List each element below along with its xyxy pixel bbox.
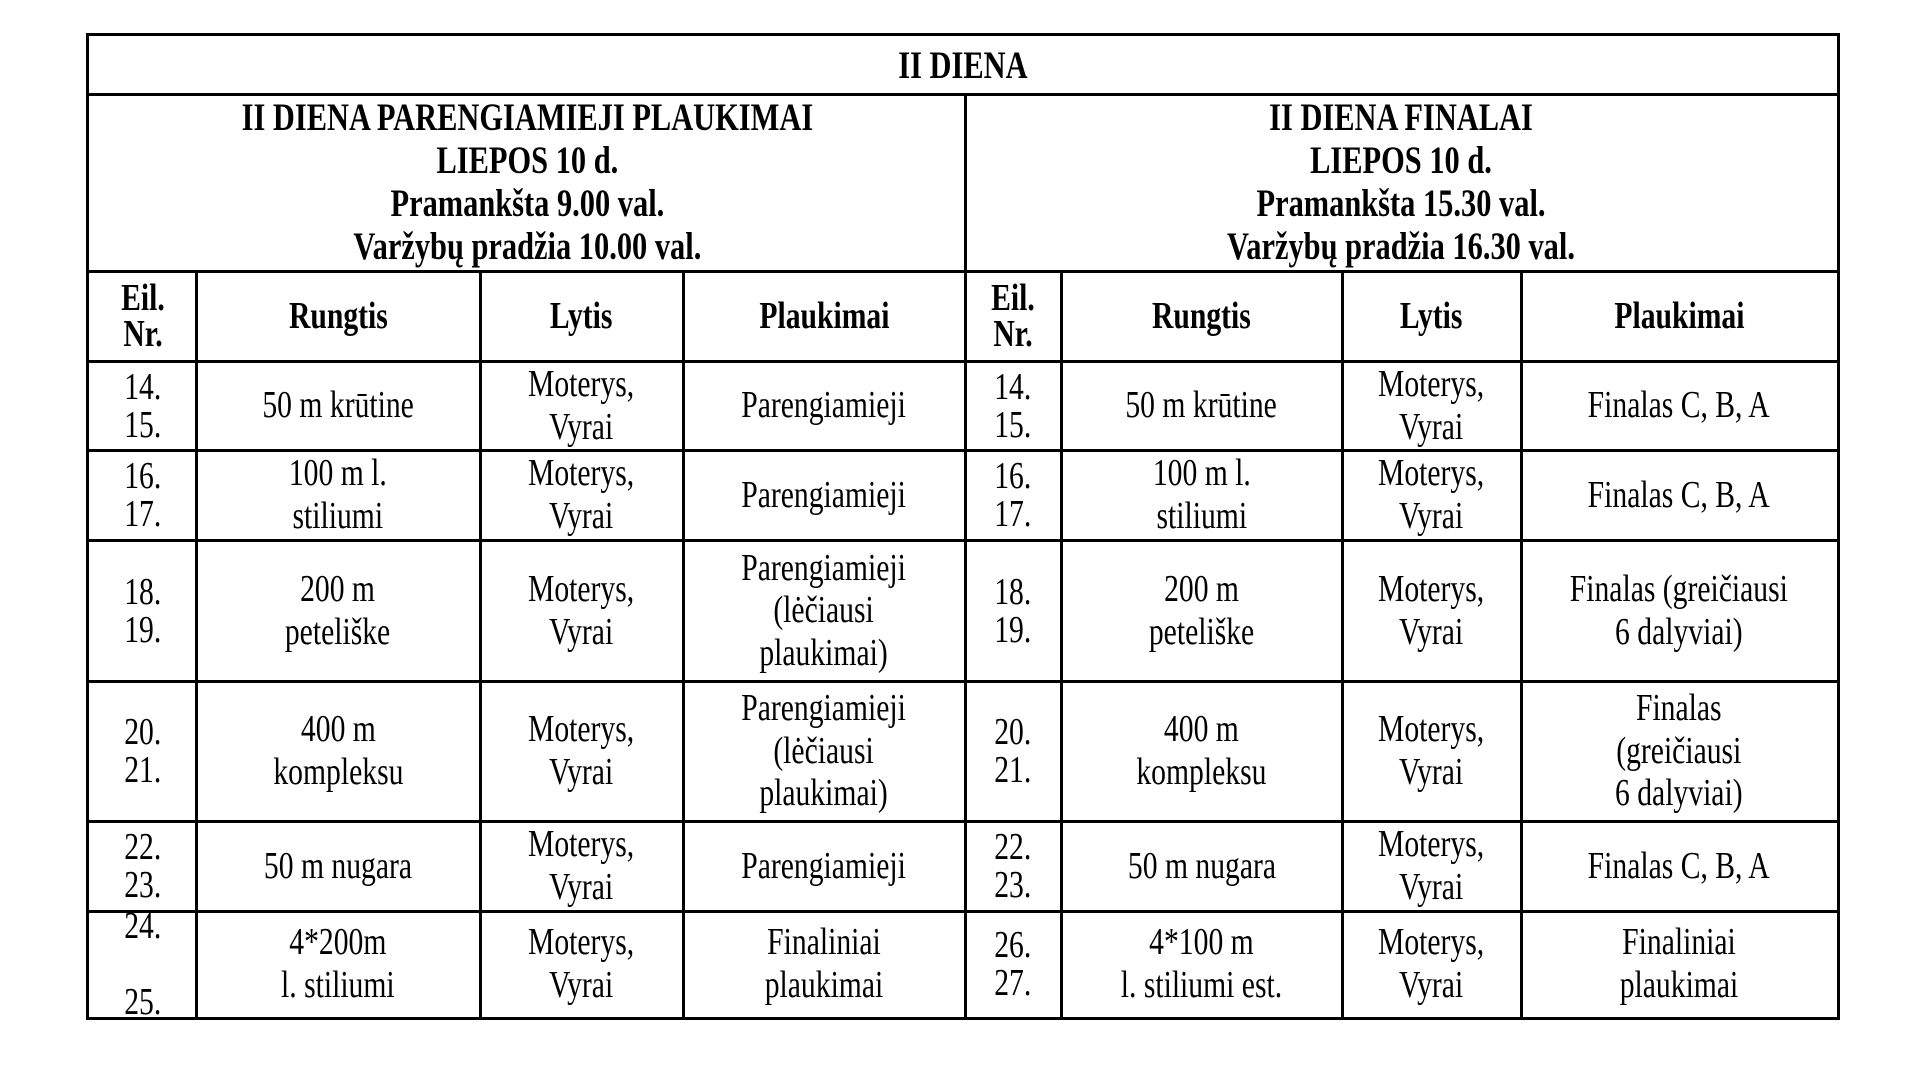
table-cell	[1061, 681, 1342, 821]
table-cell	[89, 450, 196, 540]
gender: Moterys, Vyrai	[1378, 921, 1485, 1006]
grid-line	[89, 93, 1837, 96]
table-cell	[683, 450, 965, 540]
table-cell	[1521, 361, 1837, 450]
left-column-header	[89, 271, 196, 361]
row-number: 24. 25.	[123, 905, 162, 1023]
heat-type: Finaliniai plaukimai	[1619, 921, 1739, 1006]
table-cell	[480, 911, 683, 1017]
row-number: 18. 19.	[123, 570, 162, 651]
event-name: 100 m l. stiliumi	[289, 452, 387, 537]
heat-type: Finaliniai plaukimai	[764, 921, 884, 1006]
table-cell	[683, 540, 965, 681]
table-cell	[683, 821, 965, 911]
table-cell	[965, 911, 1061, 1017]
table-cell	[480, 361, 683, 450]
event-name: 50 m krūtine	[1125, 384, 1278, 427]
table-cell	[89, 540, 196, 681]
right-column-header	[1061, 271, 1342, 361]
gender: Moterys, Vyrai	[528, 452, 635, 537]
table-cell	[1061, 821, 1342, 911]
event-name: 400 m kompleksu	[272, 708, 404, 793]
event-name: 200 m peteliške	[1148, 567, 1255, 653]
gender: Moterys, Vyrai	[1378, 823, 1485, 908]
table-cell	[196, 540, 480, 681]
gender: Moterys, Vyrai	[1378, 452, 1485, 537]
table-cell	[965, 450, 1061, 540]
row-number: 22. 23.	[994, 826, 1032, 906]
schedule-table	[86, 33, 1840, 1023]
table-cell	[89, 821, 196, 911]
row-number: 22. 23.	[123, 826, 162, 906]
right-column-header	[965, 271, 1061, 361]
event-name: 4*100 m l. stiliumi est.	[1120, 921, 1283, 1006]
row-number: 14. 15.	[123, 365, 162, 446]
table-cell	[1521, 450, 1837, 540]
column-header-label: Lytis	[550, 294, 613, 337]
table-cell	[965, 361, 1061, 450]
row-number: 16. 17.	[123, 455, 162, 535]
row-number: 14. 15.	[994, 365, 1032, 446]
table-cell	[480, 540, 683, 681]
table-cell	[1342, 450, 1521, 540]
heat-type: Parengiamieji	[741, 473, 907, 516]
table-cell	[196, 911, 480, 1017]
table-cell	[965, 681, 1061, 821]
column-header-label: Rungtis	[1152, 294, 1251, 337]
heat-type: Finalas (greičiausi 6 dalyviai)	[1615, 687, 1743, 815]
gender: Moterys, Vyrai	[528, 921, 635, 1006]
table-cell	[1521, 540, 1837, 681]
table-cell	[683, 911, 965, 1017]
table-cell	[196, 821, 480, 911]
table-cell	[683, 681, 965, 821]
row-number: 26. 27.	[994, 924, 1032, 1004]
left-column-header	[196, 271, 480, 361]
table-cell	[89, 361, 196, 450]
gender: Moterys, Vyrai	[1378, 567, 1485, 653]
table-cell	[89, 681, 196, 821]
column-header-label: Plaukimai	[758, 294, 890, 337]
table-cell	[965, 821, 1061, 911]
heat-type: Parengiamieji (lėčiausi plaukimai)	[741, 687, 907, 815]
table-cell	[1342, 911, 1521, 1017]
row-number: 16. 17.	[994, 455, 1032, 535]
left-section-heading-cell	[89, 95, 965, 271]
event-name: 200 m peteliške	[285, 567, 391, 653]
gender: Moterys, Vyrai	[1378, 362, 1485, 448]
event-name: 100 m l. stiliumi	[1152, 452, 1251, 537]
column-header-label: Rungtis	[288, 294, 388, 337]
table-cell	[1342, 821, 1521, 911]
row-number: 18. 19.	[994, 570, 1032, 651]
event-name: 50 m nugara	[1127, 844, 1276, 887]
table-cell	[1521, 681, 1837, 821]
column-header-label: Eil. Nr.	[120, 276, 165, 355]
table-cell	[683, 361, 965, 450]
gender: Moterys, Vyrai	[528, 567, 635, 653]
left-column-header	[683, 271, 965, 361]
table-cell	[89, 905, 196, 1023]
table-cell	[1061, 911, 1342, 1017]
heat-type: Finalas C, B, A	[1588, 473, 1770, 516]
table-cell	[1521, 821, 1837, 911]
event-name: 400 m kompleksu	[1136, 708, 1267, 793]
table-cell	[1061, 540, 1342, 681]
event-name: 50 m krūtine	[262, 384, 414, 427]
gender: Moterys, Vyrai	[528, 708, 635, 793]
column-header-label: Plaukimai	[1613, 294, 1745, 337]
table-title: II DIENA	[898, 43, 1028, 87]
column-header-label: Eil. Nr.	[991, 276, 1035, 355]
table-cell	[1342, 681, 1521, 821]
table-cell	[196, 361, 480, 450]
table-cell	[1521, 911, 1837, 1017]
right-column-header	[1342, 271, 1521, 361]
left-section-heading: II DIENA PARENGIAMIEJI PLAUKIMAI LIEPOS 10 d. Pramankšta 9.00 val. Varžybų pradžia 10.00 val.	[241, 96, 813, 268]
event-name: 4*200m l. stiliumi	[281, 921, 395, 1006]
gender: Moterys, Vyrai	[528, 823, 635, 908]
table-cell	[965, 540, 1061, 681]
table-cell	[196, 450, 480, 540]
right-section-heading: II DIENA FINALAI LIEPOS 10 d. Pramankšta 15.30 val. Varžybų pradžia 16.30 val.	[1227, 96, 1575, 268]
table-title-cell	[89, 36, 1837, 95]
table-cell	[480, 681, 683, 821]
gender: Moterys, Vyrai	[1378, 708, 1485, 793]
heat-type: Parengiamieji (lėčiausi plaukimai)	[741, 546, 907, 674]
table-cell	[1061, 450, 1342, 540]
heat-type: Parengiamieji	[741, 844, 907, 887]
row-number: 20. 21.	[994, 711, 1032, 791]
right-section-heading-cell	[965, 95, 1837, 271]
table-cell	[1061, 361, 1342, 450]
event-name: 50 m nugara	[263, 844, 413, 887]
row-number: 20. 21.	[123, 711, 162, 791]
left-column-header	[480, 271, 683, 361]
gender: Moterys, Vyrai	[528, 362, 635, 448]
heat-type: Finalas C, B, A	[1588, 844, 1770, 887]
table-cell	[1342, 540, 1521, 681]
heat-type: Finalas (greičiausi 6 dalyviai)	[1569, 567, 1789, 653]
table-cell	[480, 821, 683, 911]
table-cell	[480, 450, 683, 540]
column-header-label: Lytis	[1400, 294, 1463, 337]
heat-type: Finalas C, B, A	[1588, 384, 1770, 427]
heat-type: Parengiamieji	[741, 384, 907, 427]
right-column-header	[1521, 271, 1837, 361]
table-cell	[196, 681, 480, 821]
table-cell	[1342, 361, 1521, 450]
